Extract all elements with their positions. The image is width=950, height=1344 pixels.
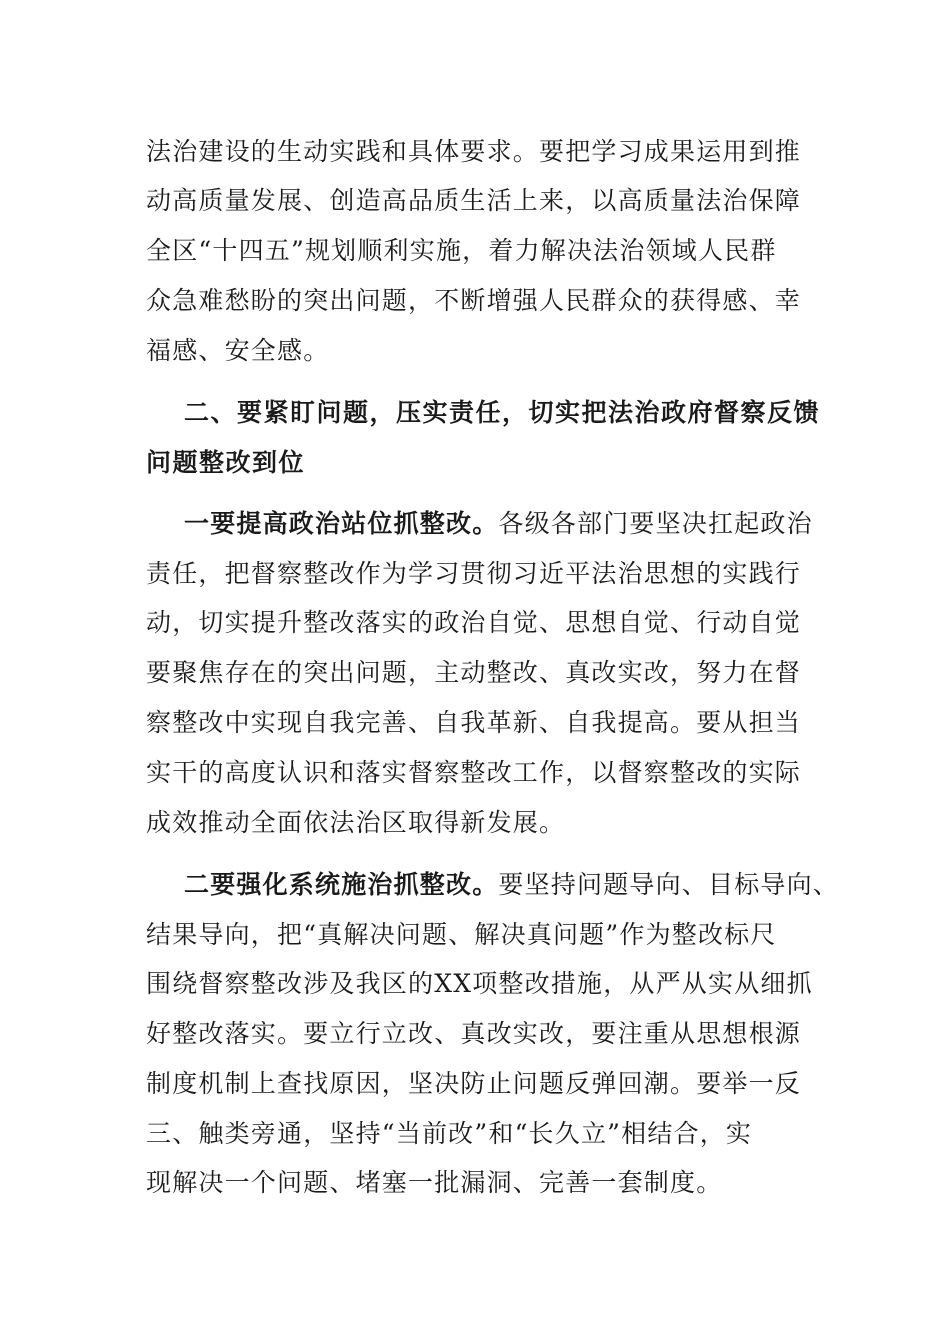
section-heading: 问题整改到位 [146,448,306,477]
item-1-title: 一要提高政治站位抓整改。 [184,509,499,538]
paragraph-1-line: 福感、安全感。 [146,336,330,365]
paragraph-1-line: 全区“十四五”规划顺利实施，着力解决法治领域人民群 [146,236,777,265]
paragraph-1-line: 法治建设的生动实践和具体要求。要把学习成果运用到推 [146,137,802,166]
item-2-first-line [184,865,884,905]
item-1-line: 实干的高度认识和落实督察整改工作，以督察整改的实际 [146,758,802,787]
item-2-line: 制度机制上查找原因，坚决防止问题反弹回潮。要举一反 [146,1069,802,1098]
item-1-text: 各级各部门要坚决扛起政治 [498,509,813,538]
item-1-line: 责任，把督察整改作为学习贯彻习近平法治思想的实践行 [146,559,802,588]
item-2-title: 二要强化系统施治抓整改。 [184,870,499,899]
item-1-line: 察整改中实现自我完善、自我革新、自我提高。要从担当 [146,708,802,737]
item-2-line: 现解决一个问题、堵塞一批漏洞、完善一套制度。 [146,1168,723,1197]
item-1-line: 成效推动全面依法治区取得新发展。 [146,808,566,837]
item-2-line: 三、触类旁通，坚持“当前改”和“长久立”相结合，实 [146,1119,753,1148]
section-heading: 二、要紧盯问题，压实责任，切实把法治政府督察反馈 [184,398,821,427]
item-1-first-line [184,504,884,544]
item-2-text: 要坚持问题导向、目标导向、 [498,870,840,899]
item-2-line: 围绕督察整改涉及我区的XX项整改措施，从严从实从细抓 [146,969,813,998]
paragraph-1-line: 众急难愁盼的突出问题，不断增强人民群众的获得感、幸 [146,286,802,315]
item-1-line: 动，切实提升整改落实的政治自觉、思想自觉、行动自觉 [146,608,802,637]
item-1-line: 要聚焦存在的突出问题，主动整改、真改实改，努力在督 [146,658,802,687]
paragraph-1-line: 动高质量发展、创造高品质生活上来，以高质量法治保障 [146,186,802,215]
item-2-line: 结果导向，把“真解决问题、解决真问题”作为整改标尺 [146,920,777,949]
item-2-line: 好整改落实。要立行立改、真改实改，要注重从思想根源 [146,1019,802,1048]
